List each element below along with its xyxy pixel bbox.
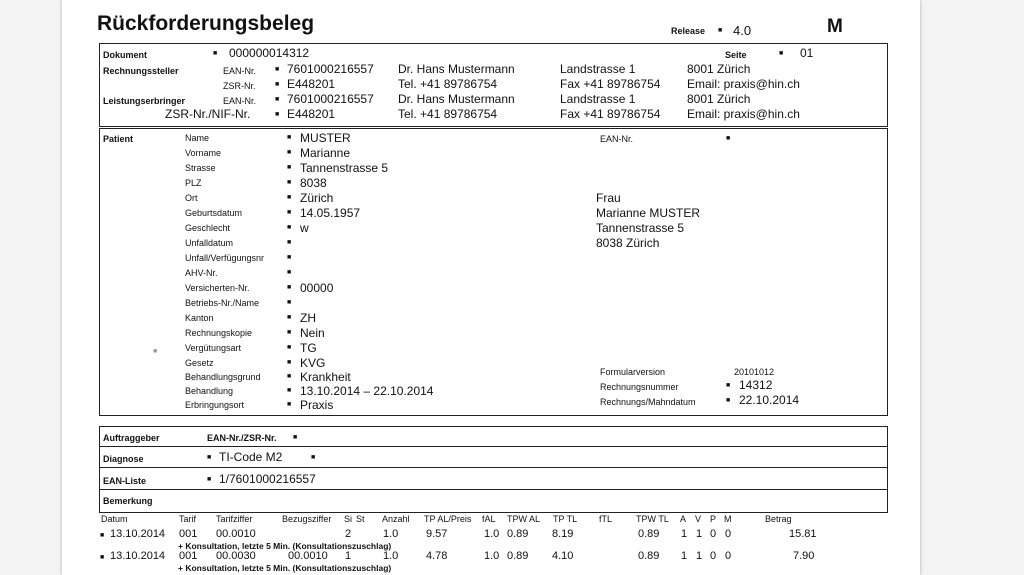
bullet: ■ xyxy=(275,96,280,103)
cell-tpwal: 0.89 xyxy=(507,550,529,562)
bullet: ■ xyxy=(287,194,292,201)
address-name: Marianne MUSTER xyxy=(596,206,701,220)
release-label: Release xyxy=(671,26,706,36)
col-si: Si xyxy=(344,514,353,524)
cell-fal: 1.0 xyxy=(484,550,500,562)
field-value: KVG xyxy=(300,356,326,370)
field-value: 00000 xyxy=(300,281,334,295)
cell-m: 0 xyxy=(725,528,732,540)
rs-ean: 7601000216557 xyxy=(287,62,374,76)
rs-street: Landstrasse 1 xyxy=(560,62,636,76)
cell-anzahl: 1.0 xyxy=(383,528,399,540)
field-value: Marianne xyxy=(300,146,351,160)
bullet: ■ xyxy=(287,314,292,321)
field-label: PLZ xyxy=(185,178,202,188)
cell-st: 1 xyxy=(345,550,352,562)
seite-label: Seite xyxy=(725,50,747,60)
le-name: Dr. Hans Mustermann xyxy=(398,92,515,106)
col-st: St xyxy=(356,514,365,524)
dokument-label: Dokument xyxy=(103,50,148,60)
field-value: ZH xyxy=(300,311,316,325)
bullet: ■ xyxy=(287,149,292,156)
field-value: Krankheit xyxy=(300,370,351,384)
bullet: ■ xyxy=(275,111,280,118)
field-label: Unfall/Verfügungsnr xyxy=(185,253,265,263)
cell-tptl: 4.10 xyxy=(552,550,574,562)
col-tpwtl: TPW TL xyxy=(636,514,669,524)
diagnose-row xyxy=(99,446,888,468)
field-label: Kanton xyxy=(185,313,214,323)
bullet: ■ xyxy=(287,209,292,216)
field-value: Praxis xyxy=(300,398,334,412)
le-tel: Tel. +41 89786754 xyxy=(398,107,498,121)
field-label: Geschlecht xyxy=(185,223,231,233)
bemerkung-row xyxy=(99,489,888,513)
patient-label: Patient xyxy=(103,134,134,144)
zsr-nif-label: ZSR-Nr./NIF-Nr. xyxy=(165,107,251,121)
bullet: ■ xyxy=(287,179,292,186)
bullet: ■ xyxy=(726,397,731,404)
formularversion-label: Formularversion xyxy=(600,367,666,377)
field-label: Strasse xyxy=(185,163,216,173)
col-m: M xyxy=(724,514,732,524)
le-ean: 7601000216557 xyxy=(287,92,374,106)
bullet: ■ xyxy=(287,299,292,306)
rechnungssteller-label: Rechnungssteller xyxy=(103,66,179,76)
field-label: Betriebs-Nr./Name xyxy=(185,298,260,308)
eanliste-row xyxy=(99,467,888,490)
type-code: M xyxy=(827,16,843,37)
cell-tpal: 9.57 xyxy=(426,528,448,540)
formularversion-value: 20101012 xyxy=(734,367,775,377)
field-label: AHV-Nr. xyxy=(185,268,218,278)
field-value: Tannenstrasse 5 xyxy=(300,161,389,175)
col-tpal: TP AL/Preis xyxy=(424,514,472,524)
bullet: ■ xyxy=(275,66,280,73)
field-label: Behandlungsgrund xyxy=(185,372,261,382)
bullet: ■ xyxy=(287,269,292,276)
rs-email: Email: praxis@hin.ch xyxy=(687,77,800,91)
cell-tarifziffer: 00.0010 xyxy=(216,528,256,540)
field-label: Versicherten-Nr. xyxy=(185,283,250,293)
row-description: + Konsultation, letzte 5 Min. (Konsultationszuschlag) xyxy=(178,563,392,573)
diagnose-value: TI-Code M2 xyxy=(219,450,283,464)
rs-zsr: E448201 xyxy=(287,77,336,91)
le-zsr: E448201 xyxy=(287,107,336,121)
field-label: Rechnungskopie xyxy=(185,328,253,338)
cell-anzahl: 1.0 xyxy=(383,550,399,562)
patient-ean-label: EAN-Nr. xyxy=(600,134,634,144)
rs-name: Dr. Hans Mustermann xyxy=(398,62,515,76)
bullet: ■ xyxy=(287,164,292,171)
cell-p: 0 xyxy=(710,528,717,540)
bullet: ■ xyxy=(287,254,292,261)
col-betrag: Betrag xyxy=(765,514,792,524)
field-label: Unfalldatum xyxy=(185,238,234,248)
document-title: Rückforderungsbeleg xyxy=(97,12,315,35)
col-anzahl: Anzahl xyxy=(382,514,410,524)
cell-bezugsziffer: 00.0010 xyxy=(288,550,328,562)
bullet: ■ xyxy=(287,401,292,408)
dokument-value: 000000014312 xyxy=(229,46,310,60)
cell-tarif: 001 xyxy=(179,528,198,540)
col-p: P xyxy=(710,514,717,524)
field-label: Name xyxy=(185,133,210,143)
bullet: ■ xyxy=(287,134,292,141)
field-label: Behandlung xyxy=(185,386,234,396)
field-value: TG xyxy=(300,341,317,355)
field-label: Vorname xyxy=(185,148,222,158)
row-description: + Konsultation, letzte 5 Min. (Konsultationszuschlag) xyxy=(178,541,392,551)
field-value: w xyxy=(300,221,309,235)
release-value: 4.0 xyxy=(733,23,752,38)
le-fax: Fax +41 89786754 xyxy=(560,107,661,121)
bullet: ■ xyxy=(287,239,292,246)
bullet: ■ xyxy=(287,329,292,336)
cell-fal: 1.0 xyxy=(484,528,500,540)
col-datum: Datum xyxy=(101,514,128,524)
cell-tpwtl: 0.89 xyxy=(638,528,660,540)
field-label: Gesetz xyxy=(185,358,214,368)
cell-tpwal: 0.89 xyxy=(507,528,529,540)
bullet: ■ xyxy=(287,284,292,291)
bullet: ■ xyxy=(287,224,292,231)
cell-tpwtl: 0.89 xyxy=(638,550,660,562)
col-tarif: Tarif xyxy=(179,514,197,524)
rechnungsnummer-value: 14312 xyxy=(739,378,773,392)
cell-v: 1 xyxy=(696,528,703,540)
bullet: ■ xyxy=(287,373,292,380)
address-salutation: Frau xyxy=(596,191,621,205)
mahndatum-value: 22.10.2014 xyxy=(739,393,800,407)
bemerkung-label: Bemerkung xyxy=(103,496,153,506)
field-label: Ort xyxy=(185,193,198,203)
cell-st: 2 xyxy=(345,528,352,540)
field-value: 13.10.2014 – 22.10.2014 xyxy=(300,384,434,398)
col-fal: fAL xyxy=(482,514,496,524)
rechnungsnummer-label: Rechnungsnummer xyxy=(600,382,679,392)
cell-datum: 13.10.2014 xyxy=(110,550,166,562)
rs-city: 8001 Zürich xyxy=(687,62,751,76)
col-v: V xyxy=(695,514,702,524)
cell-a: 1 xyxy=(681,550,688,562)
col-a: A xyxy=(680,514,687,524)
bullet: ■ xyxy=(779,50,784,57)
eanliste-value: 1/7601000216557 xyxy=(219,472,316,486)
eanliste-label: EAN-Liste xyxy=(103,476,147,486)
cell-v: 1 xyxy=(696,550,703,562)
auftraggeber-sub: EAN-Nr./ZSR-Nr. xyxy=(207,433,277,443)
field-value: MUSTER xyxy=(300,131,351,145)
col-tarifziffer: Tarifziffer xyxy=(216,514,253,524)
col-bezugsziffer: Bezugsziffer xyxy=(282,514,332,524)
auftraggeber-label: Auftraggeber xyxy=(103,433,160,443)
bullet: ■ xyxy=(213,50,218,57)
bullet: ■ xyxy=(287,387,292,394)
col-tptl: TP TL xyxy=(553,514,578,524)
leistungserbringer-label: Leistungserbringer xyxy=(103,96,186,106)
field-value: Zürich xyxy=(300,191,334,205)
cell-tarifziffer: 00.0030 xyxy=(216,550,256,562)
rs-tel: Tel. +41 89786754 xyxy=(398,77,498,91)
bullet: ■ xyxy=(726,382,731,389)
address-street: Tannenstrasse 5 xyxy=(596,221,685,235)
cell-a: 1 xyxy=(681,528,688,540)
col-ftl: fTL xyxy=(599,514,613,524)
bullet: ■ xyxy=(293,434,298,441)
seite-value: 01 xyxy=(800,46,814,60)
cell-tptl: 8.19 xyxy=(552,528,574,540)
bullet: ■ xyxy=(726,135,731,142)
field-value: 8038 xyxy=(300,176,327,190)
invoice-sheet xyxy=(62,0,920,575)
diagnose-label: Diagnose xyxy=(103,454,144,464)
field-value: 14.05.1957 xyxy=(300,206,361,220)
cell-p: 0 xyxy=(710,550,717,562)
address-city: 8038 Zürich xyxy=(596,236,660,250)
bullet: ■ xyxy=(718,27,723,34)
bullet: ■ xyxy=(275,81,280,88)
bullet: ■ xyxy=(153,348,158,355)
bullet: ■ xyxy=(207,454,212,461)
cell-tarif: 001 xyxy=(179,550,198,562)
cell-tpal: 4.78 xyxy=(426,550,448,562)
ean-label: EAN-Nr. xyxy=(223,96,257,106)
cell-betrag: 7.90 xyxy=(793,550,815,562)
field-value: Nein xyxy=(300,326,325,340)
le-street: Landstrasse 1 xyxy=(560,92,636,106)
bullet: ■ xyxy=(287,359,292,366)
col-tpwal: TPW AL xyxy=(507,514,541,524)
rs-fax: Fax +41 89786754 xyxy=(560,77,661,91)
cell-datum: 13.10.2014 xyxy=(110,528,166,540)
bullet: ■ xyxy=(100,532,105,539)
bullet: ■ xyxy=(207,476,212,483)
bullet: ■ xyxy=(100,554,105,561)
field-label: Geburtsdatum xyxy=(185,208,243,218)
ean-label: EAN-Nr. xyxy=(223,66,257,76)
bullet: ■ xyxy=(311,454,316,461)
field-label: Erbringungsort xyxy=(185,400,245,410)
cell-betrag: 15.81 xyxy=(789,528,817,540)
le-city: 8001 Zürich xyxy=(687,92,751,106)
cell-m: 0 xyxy=(725,550,732,562)
bullet: ■ xyxy=(287,344,292,351)
le-email: Email: praxis@hin.ch xyxy=(687,107,800,121)
zsr-label: ZSR-Nr. xyxy=(223,81,256,91)
mahndatum-label: Rechnungs/Mahndatum xyxy=(600,397,696,407)
field-label: Vergütungsart xyxy=(185,343,242,353)
